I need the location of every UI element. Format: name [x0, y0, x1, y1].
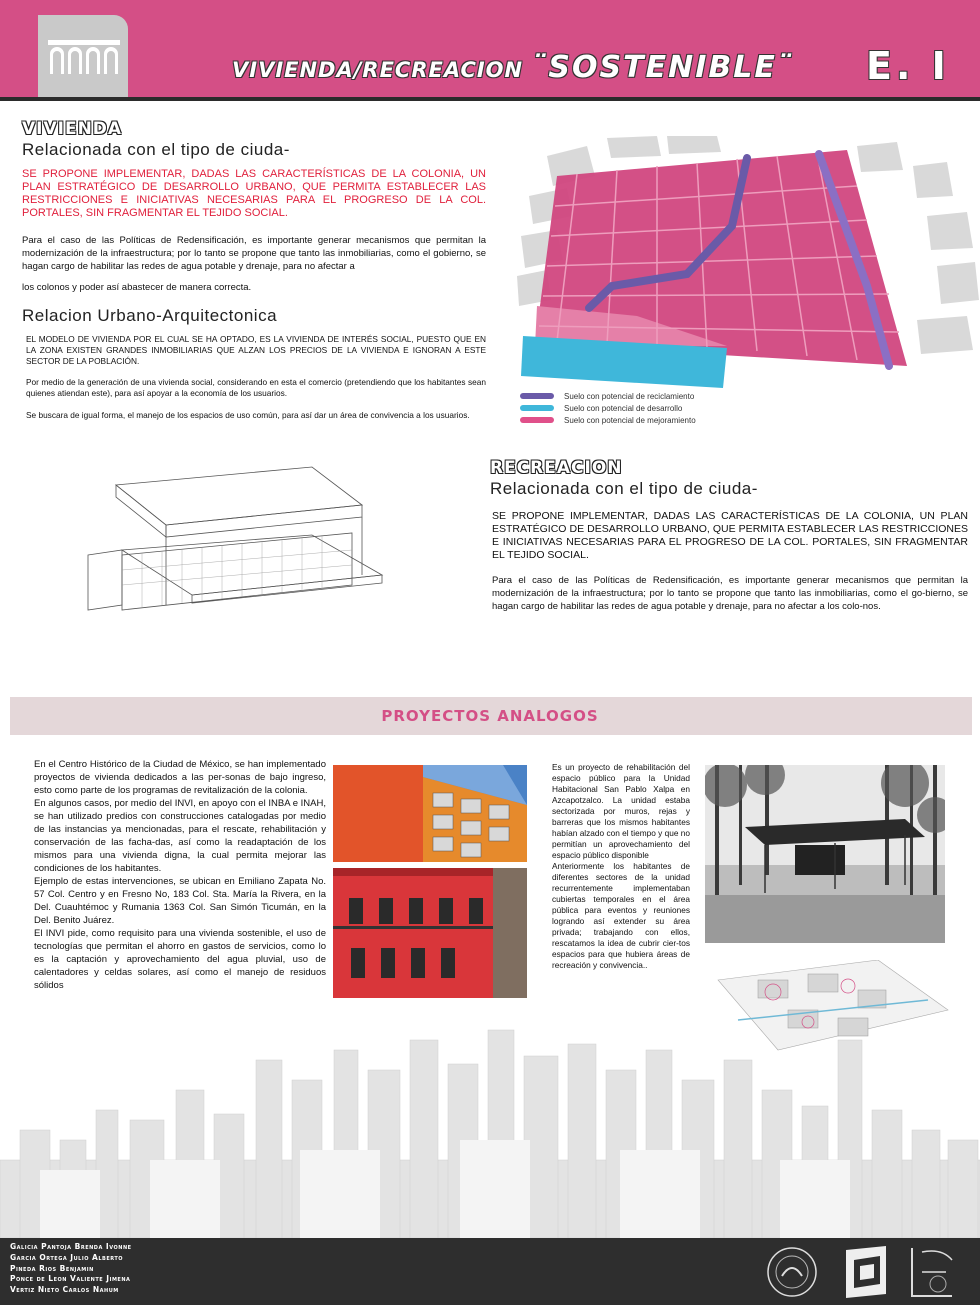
vivienda-intro: SE PROPONE IMPLEMENTAR, DADAS LAS CARACTERÍSTICAS DE LA COLONIA, UN PLAN ESTRATÉGICO DE DESARROLLO URBANO, QUE PERMITA ESTABLECER LAS RESTRICCIONES E INICIATIVAS NECESARIAS PARA EL PROGRESO DE LA COL. PORTALES, SIN FRAGMENTAR EL TEJIDO SOCIAL.: [22, 168, 486, 219]
legend-swatch-desarrollo: [520, 405, 554, 411]
university-seal-icon: [764, 1244, 820, 1300]
header-divider: [0, 97, 980, 101]
vivienda-title: VIVIENDA: [22, 119, 123, 139]
recreacion-body: Para el caso de las Políticas de Redensificación, es importante generar mecanismos que permitan la modernización de la infraestructura; por lo tanto se propone que tanto las inmobiliarias, como el go-bierno, se hagan cargo de habilitar las redes de agua potable y drenaje, para no afectar a los colo-nos.: [492, 575, 968, 612]
legend-item: [520, 414, 696, 426]
proyectos-left-text: [34, 758, 326, 992]
map-legend: [520, 390, 696, 426]
red-building-photo: [333, 868, 527, 998]
pavilion-photo: [705, 765, 945, 943]
relacion-para-3: Se buscara de igual forma, el manejo de los espacios de uso común, para así dar un área de convivencia a los usuarios.: [26, 410, 470, 420]
right-paragraph: Es un proyecto de rehabilitación del espacio público para la Unidad Habitacional San Pablo Xalpa en Azcapotzalco. La unidad estaba sectorizada por muros, rejas y barreras que los mismos habitantes habían alzado con el tiempo y que no permitían un aprovechamiento del espacio público disponible: [552, 762, 690, 860]
city-skyline-render: [0, 1020, 980, 1238]
credit-name: Ponce de Leon Valiente Jimena: [10, 1274, 131, 1284]
credit-name: Garcia Ortega Julio Alberto: [10, 1252, 124, 1262]
legend-item: [520, 390, 696, 402]
building-axonometric-drawing: [82, 455, 412, 635]
legend-label: Suelo con potencial de desarrollo: [564, 403, 683, 413]
left-paragraph: En el Centro Histórico de la Ciudad de México, se han implementado proyectos de vivienda dedicados a las per-sonas de bajo ingreso, esto como parte de los programas de revitalización de la colonia.: [34, 759, 326, 796]
page-title: [232, 50, 794, 85]
sheet-code: E. I: [866, 44, 950, 88]
legend-swatch-mejoramiento: [520, 417, 554, 423]
left-paragraph: En algunos casos, por medio del INVI, en apoyo con el INBA e INAH, se han utilizado predios con construcciones catalogadas por medio de las instancias ya mencionadas, para el rescate, rehabilitación y conservación de las facha-das, así como la readaptación de los mismos para una vivienda digna, la cual permita mejorar las condiciones de los habitantes.: [34, 798, 326, 874]
relacion-para-2: Por medio de la generación de una vivienda social, considerando en esta el comercio (pretendiendo que los habitantes sean quienes atiendan este), para así apoyar a la economía de los usuarios.: [26, 377, 486, 398]
recreacion-intro: SE PROPONE IMPLEMENTAR, DADAS LAS CARACTERÍSTICAS DE LA COLONIA, UN PLAN ESTRATÉGICO DE DESARROLLO URBANO, QUE PERMITA ESTABLECER LAS RESTRICCIONES E INICIATIVAS NECESARIAS PARA EL PROGRESO DE LA COL. PORTALES, SIN FRAGMENTAR EL TEJIDO SOCIAL.: [492, 510, 968, 561]
faculty-logo-icon: [840, 1244, 892, 1300]
left-paragraph: Ejemplo de estas intervenciones, se ubican en Emiliano Zapata No. 57 Col. Centro y en Fresno No, 183 Col. Sta. María la Rivera, en la Del. Cuauhtémoc y Rumania 1363 Col. San Simón Ticumán, en la Del. Benito Juárez.: [34, 876, 326, 926]
credit-name: Vertiz Nieto Carlos Nahum: [10, 1285, 119, 1295]
legend-item: [520, 402, 696, 414]
vivienda-subtitle: Relacionada con el tipo de ciuda-: [22, 140, 290, 159]
title-prefix: VIVIENDA/RECREACION: [232, 58, 524, 82]
orange-building-photo: [333, 765, 527, 862]
urban-map: [517, 136, 979, 388]
arches-logo-icon: [48, 40, 120, 74]
proyectos-title: PROYECTOS ANALOGOS: [381, 707, 599, 725]
right-paragraph: Anteriormente los habitantes de diferentes sectores de la unidad recurrentemente implementaban cubiertas temporales en el área pública para eventos y reuniones logrando así extender su área privada; trabajando con ellos, rescatamos la idea de cubrir cier-tos espacios para que hubiera áreas de recreación y convivencia..: [552, 861, 690, 970]
monogram-logo-icon: [902, 1242, 960, 1302]
relacion-subtitle: Relacion Urbano-Arquitectonica: [22, 306, 278, 325]
credit-name: Galicia Pantoja Brenda Ivonne: [10, 1242, 132, 1251]
left-paragraph: El INVI pide, como requisito para una vivienda sostenible, el uso de tecnologías que permitan el ahorro en gastos de servicios, como lo es la captación y aprovechamiento del agua pluvial, uso de calentadores y celdas solares, así como el manejo de residuos sólidos: [34, 928, 326, 991]
credit-name: Pineda Rios Benjamin: [10, 1263, 94, 1273]
legend-label: Suelo con potencial de reciclamiento: [564, 391, 695, 401]
credits-list: [10, 1242, 132, 1296]
relacion-para-1: EL MODELO DE VIVIENDA POR EL CUAL SE HA OPTADO, ES LA VIVIENDA DE INTERÉS SOCIAL, PUESTO QUE EN LA ZONA EXISTEN GRANDES INMOBILIARIAS QUE ALZAN LOS PRECIOS DE LA VIVIENDA E IGNORAN A ESTE SECTOR DE LA POBLACIÓN.: [26, 334, 486, 366]
recreacion-subtitle: Relacionada con el tipo de ciuda-: [490, 479, 758, 498]
legend-swatch-reciclamiento: [520, 393, 554, 399]
proyectos-right-text: [552, 762, 690, 971]
footer-bar: [0, 1238, 980, 1305]
title-main: ¨SOSTENIBLE¨: [531, 50, 794, 85]
vivienda-body: Para el caso de las Políticas de Redensificación, es importante generar mecanismos que permitan la modernización de la infraestructura; por lo tanto se propone que tanto las inmobiliarias, como el gobierno, se hagan cargo de habilitar las redes de agua potable y drenaje, para no afectar a: [22, 235, 486, 272]
legend-label: Suelo con potencial de mejoramiento: [564, 415, 696, 425]
vivienda-body-end: los colonos y poder así abastecer de manera correcta.: [22, 282, 252, 293]
recreacion-title: RECREACION: [490, 458, 623, 478]
